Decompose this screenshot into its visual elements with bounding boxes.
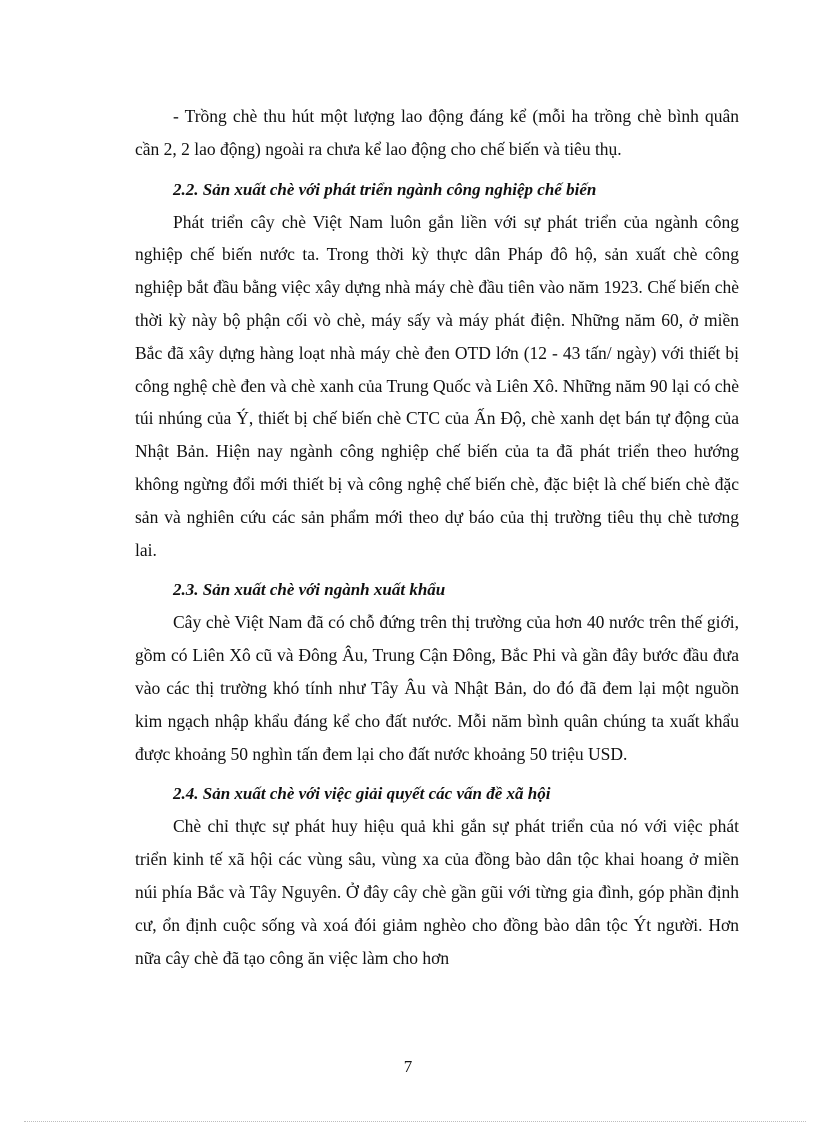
page-number: 7 [403, 1057, 413, 1076]
page-bottom-divider [24, 1121, 806, 1122]
paragraph-export: Cây chè Việt Nam đã có chỗ đứng trên thị trường của hơn 40 nước trên thế giới, gồm có Liên Xô cũ và Đông Âu, Trung Cận Đông, Bắc Phi và gần đây bước đầu đưa vào các thị trường khó tính như Tây Âu và Nhật Bản, do đó đã đem lại một nguồn kim ngạch nhập khẩu đáng kể cho đất nước. Mỗi năm bình quân chúng ta xuất khẩu được khoảng 50 nghìn tấn đem lại cho đất nước khoảng 50 triệu USD. [135, 612, 739, 764]
paragraph-labor: - Trồng chè thu hút một lượng lao động đáng kể (mỗi ha trồng chè bình quân cần 2, 2 lao động) ngoài ra chưa kể lao động cho chế biến và tiêu thụ. [135, 106, 739, 159]
document-body [135, 100, 739, 974]
section-heading-2-4: 2.4. Sản xuất chè với việc giải quyết các vấn đề xã hội [173, 784, 551, 804]
section-heading-2-3: 2.3. Sản xuất chè với ngành xuất khẩu [173, 580, 446, 600]
section-heading-2-2: 2.2. Sản xuất chè với phát triển ngành công nghiệp chế biến [173, 179, 597, 199]
paragraph-social-issues: Chè chỉ thực sự phát huy hiệu quả khi gắn sự phát triển của nó với việc phát triển kinh tế xã hội các vùng sâu, vùng xa của đồng bào dân tộc khai hoang ở miền núi phía Bắc và Tây Nguyên. Ở đây cây chè gần gũi với từng gia đình, góp phần định cư, ổn định cuộc sống và xoá đói giảm nghèo cho đồng bào dân tộc Ýt người. Hơn nữa cây chè đã tạo công ăn việc làm cho hơn [135, 816, 739, 968]
paragraph-processing-industry: Phát triển cây chè Việt Nam luôn gắn liền với sự phát triển của ngành công nghiệp chế biến nước ta. Trong thời kỳ thực dân Pháp đô hộ, sản xuất chè công nghiệp bắt đầu bằng việc xây dựng nhà máy chè đầu tiên vào năm 1923. Chế biến chè thời kỳ này bộ phận cối vò chè, máy sấy và máy phát điện. Những năm 60, ở miền Bắc đã xây dựng hàng loạt nhà máy chè đen OTD lớn (12 - 43 tấn/ ngày) với thiết bị công nghệ chè đen và chè xanh của Trung Quốc và Liên Xô. Những năm 90 lại có chè túi nhúng của Ý, thiết bị chế biến chè CTC của Ấn Độ, chè xanh dẹt bán tự động của Nhật Bản. Hiện nay ngành công nghiệp chế biến của ta đã phát triển theo hướng không ngừng đổi mới thiết bị và công nghệ chế biến chè, đặc biệt là chế biến chè đặc sản và nghiên cứu các sản phẩm mới theo dự báo của thị trường tiêu thụ chè tương lai. [135, 211, 739, 560]
